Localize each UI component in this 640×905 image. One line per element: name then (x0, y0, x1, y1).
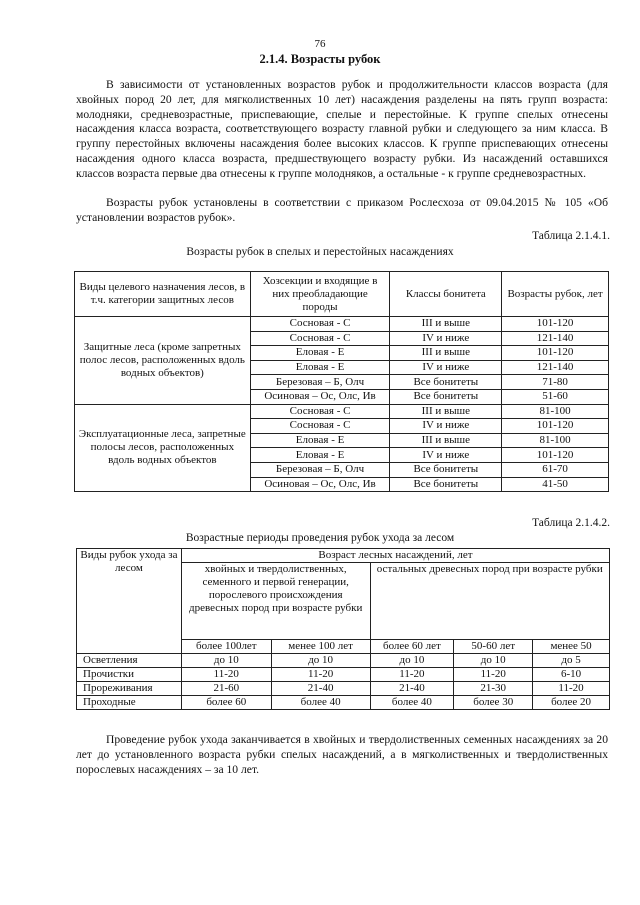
cell-age: 121-140 (502, 331, 609, 346)
subheader-age: более 60 лет (370, 640, 454, 654)
cell-value: 11-20 (454, 668, 533, 682)
cell-value: 11-20 (181, 668, 271, 682)
header-site-class: Классы бонитета (390, 272, 502, 317)
cell-value: до 10 (454, 654, 533, 668)
cell-value: более 40 (271, 696, 370, 710)
cell-age: 81-100 (502, 404, 609, 419)
felling-age-table (74, 271, 609, 492)
table-row (77, 668, 610, 682)
cell-value: до 10 (370, 654, 454, 668)
cell-class: III и выше (390, 317, 502, 332)
table-row (75, 404, 609, 419)
cell-section: Сосновая - С (250, 404, 390, 419)
header-thinning-kind: Виды рубок ухода за лесом (77, 549, 182, 654)
cell-section: Осиновая – Ос, Олс, Ив (250, 477, 390, 492)
group-protective-forests: Защитные леса (кроме запретных полос лесов, расположенных вдоль водных объектов) (75, 317, 251, 405)
table-header-row (77, 549, 610, 563)
cell-value: до 10 (271, 654, 370, 668)
cell-age: 61-70 (502, 462, 609, 477)
cell-thinning-kind: Проходные (77, 696, 182, 710)
header-conifer-species: хвойных и твердолиственных, семенного и первой генерации, порослевого происхождения древесных пород при возрасте рубки (181, 563, 370, 640)
cell-class: Все бонитеты (390, 375, 502, 390)
header-economic-section: Хозсекции и входящие в них преобладающие породы (250, 272, 390, 317)
cell-value: более 40 (370, 696, 454, 710)
cell-section: Сосновая - С (250, 331, 390, 346)
cell-age: 101-120 (502, 346, 609, 361)
cell-value: более 30 (454, 696, 533, 710)
cell-value: 11-20 (533, 682, 610, 696)
cell-thinning-kind: Осветления (77, 654, 182, 668)
cell-value: 21-40 (271, 682, 370, 696)
cell-value: до 5 (533, 654, 610, 668)
cell-section: Березовая – Б, Олч (250, 462, 390, 477)
cell-thinning-kind: Прореживания (77, 682, 182, 696)
cell-value: до 10 (181, 654, 271, 668)
cell-age: 101-120 (502, 419, 609, 434)
page-number: 76 (314, 38, 326, 50)
cell-value: 6-10 (533, 668, 610, 682)
cell-class: IV и ниже (390, 360, 502, 375)
header-forest-purpose: Виды целевого назначения лесов, в т.ч. категории защитных лесов (75, 272, 251, 317)
subheader-age: менее 50 (533, 640, 610, 654)
cell-age: 71-80 (502, 375, 609, 390)
cell-value: 21-60 (181, 682, 271, 696)
cell-age: 121-140 (502, 360, 609, 375)
cell-age: 101-120 (502, 317, 609, 332)
table1-number: Таблица 2.1.4.1. (532, 230, 610, 242)
table-row (75, 317, 609, 332)
cell-age: 101-120 (502, 448, 609, 463)
cell-age: 41-50 (502, 477, 609, 492)
cell-value: 11-20 (271, 668, 370, 682)
cell-class: IV и ниже (390, 419, 502, 434)
cell-class: IV и ниже (390, 331, 502, 346)
cell-thinning-kind: Прочистки (77, 668, 182, 682)
group-exploitation-forests: Эксплуатационные леса, запретные полосы лесов, расположенных вдоль водных объектов (75, 404, 251, 492)
cell-section: Еловая - Е (250, 360, 390, 375)
cell-age: 81-100 (502, 433, 609, 448)
table2-number: Таблица 2.1.4.2. (532, 517, 610, 529)
cell-value: более 60 (181, 696, 271, 710)
cell-class: Все бонитеты (390, 462, 502, 477)
table-row (77, 654, 610, 668)
section-title: 2.1.4. Возрасты рубок (259, 52, 381, 66)
cell-class: Все бонитеты (390, 389, 502, 404)
cell-value: 21-40 (370, 682, 454, 696)
paragraph-thinning-end: Проведение рубок ухода заканчивается в хвойных и твердолиственных семенных насаждениях за 20 лет до установленного возраста рубки спелых насаждений, а в мягколиственных и твердолиственных порослевых насаждениях – за 10 лет. (76, 733, 608, 776)
cell-class: IV и ниже (390, 448, 502, 463)
table-row (77, 696, 610, 710)
header-stand-age: Возраст лесных насаждений, лет (181, 549, 609, 563)
cell-section: Еловая - Е (250, 448, 390, 463)
cell-value: 21-30 (454, 682, 533, 696)
subheader-age: 50-60 лет (454, 640, 533, 654)
cell-class: Все бонитеты (390, 477, 502, 492)
cell-value: более 20 (533, 696, 610, 710)
cell-section: Сосновая - С (250, 317, 390, 332)
cell-section: Сосновая - С (250, 419, 390, 434)
thinning-periods-table (76, 548, 610, 710)
subheader-age: менее 100 лет (271, 640, 370, 654)
paragraph-order: Возрасты рубок установлены в соответствии с приказом Рослесхоза от 09.04.2015 № 105 «Об установлении возрастов рубок». (76, 196, 608, 224)
header-felling-age: Возрасты рубок, лет (502, 272, 609, 317)
cell-class: III и выше (390, 346, 502, 361)
cell-section: Березовая – Б, Олч (250, 375, 390, 390)
cell-section: Еловая - Е (250, 346, 390, 361)
cell-value: 11-20 (370, 668, 454, 682)
cell-age: 51-60 (502, 389, 609, 404)
cell-class: III и выше (390, 433, 502, 448)
cell-class: III и выше (390, 404, 502, 419)
cell-section: Еловая - Е (250, 433, 390, 448)
table-row (77, 682, 610, 696)
table2-title: Возрастные периоды проведения рубок ухода за лесом (185, 532, 455, 544)
table1-title: Возрасты рубок в спелых и перестойных насаждениях (186, 246, 454, 258)
table-header-row (75, 272, 609, 317)
header-other-species: остальных древесных пород при возрасте рубки (370, 563, 609, 640)
cell-section: Осиновая – Ос, Олс, Ив (250, 389, 390, 404)
subheader-age: более 100лет (181, 640, 271, 654)
paragraph-age-groups: В зависимости от установленных возрастов рубок и продолжительности классов возраста (для хвойных пород 20 лет, для мягколиственных 10 лет) насаждения разделены на пять групп возраста: молодняки, средневозрастные, приспевающие, спелые и перестойные. К группе спелых отнесены насаждения класса возраста, соответствующего возрасту главной рубки и следующего за ним класса. В группу перестойных включены насаждения более высоких классов. К группе приспевающих отнесены насаждения одного класса возраста, предшествующего возрасту рубки. Из насаждений оставшихся классов возраста первые два отнесены к группе молодняков, а остальные - к группе средневозрастных. (76, 78, 608, 180)
